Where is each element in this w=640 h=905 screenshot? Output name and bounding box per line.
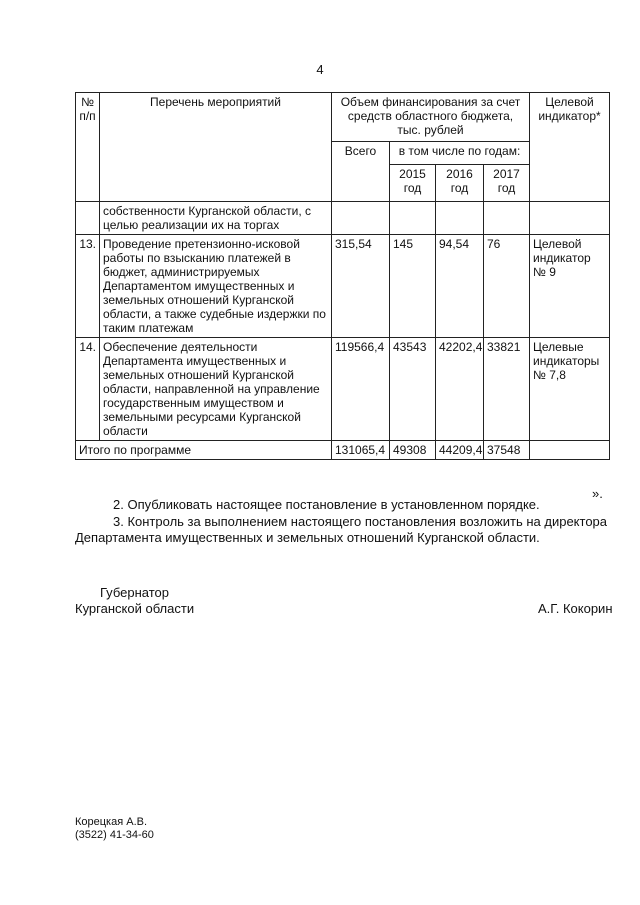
row-2015: 145 [390,235,436,338]
totals-total: 131065,4 [332,441,390,460]
page-number: 4 [316,62,324,77]
closing-quote: ». [592,486,603,501]
row-2016: 94,54 [436,235,484,338]
funding-table [75,92,610,460]
header-num: № п/п [76,93,100,202]
row-indicator: Целевые индикаторы № 7,8 [530,338,610,441]
table-totals-row [76,441,610,460]
row-num: 13. [76,235,100,338]
row-total: 315,54 [332,235,390,338]
totals-2017: 37548 [484,441,530,460]
row-activity: Обеспечение деятельности Департамента имущественных и земельных отношений Курганской области, направленной на управление государственным имуществом и земельными ресурсами Курганской области [100,338,332,441]
row-activity: Проведение претензионно-исковой работы по взысканию платежей в бюджет, администрируемых Департаментом имущественных и земельных отношений Курганской области, а также судебные издержки по таким платежам [100,235,332,338]
header-activities: Перечень мероприятий [100,93,332,202]
continuation-text: собственности Курганской области, с целью реализации их на торгах [100,202,332,235]
totals-2015: 49308 [390,441,436,460]
row-2015: 43543 [390,338,436,441]
header-indicator: Целевой индикатор* [530,93,610,202]
totals-2016: 44209,4 [436,441,484,460]
header-2017: 2017 год [484,165,530,202]
paragraph-3-line1: 3. Контроль за выполнением настоящего постановления возложить на директора [113,514,608,529]
signature-title-line1: Губернатор [100,585,169,600]
header-total: Всего [332,142,390,202]
row-2017: 33821 [484,338,530,441]
table-row [76,338,610,441]
row-total: 119566,4 [332,338,390,441]
executor-name: Корецкая А.В. [75,816,148,828]
row-num: 14. [76,338,100,441]
row-2017: 76 [484,235,530,338]
header-2016: 2016 год [436,165,484,202]
paragraph-2: 2. Опубликовать настоящее постановление в установленном порядке. [113,497,540,512]
totals-label: Итого по программе [76,441,332,460]
paragraph-3-line2: Департамента имущественных и земельных отношений Курганской области. [75,530,540,545]
signature-name: А.Г. Кокорин [538,601,613,616]
header-by-years: в том числе по годам: [390,142,530,165]
table-header-row [76,93,610,142]
executor-phone: (3522) 41-34-60 [75,829,154,841]
table-row [76,235,610,338]
table-row-continuation [76,202,610,235]
signature-title-line2: Курганской области [75,601,195,616]
row-indicator: Целевой индикатор № 9 [530,235,610,338]
header-2015: 2015 год [390,165,436,202]
header-funding: Объем финансирования за счет средств областного бюджета, тыс. рублей [332,93,530,142]
row-2016: 42202,4 [436,338,484,441]
